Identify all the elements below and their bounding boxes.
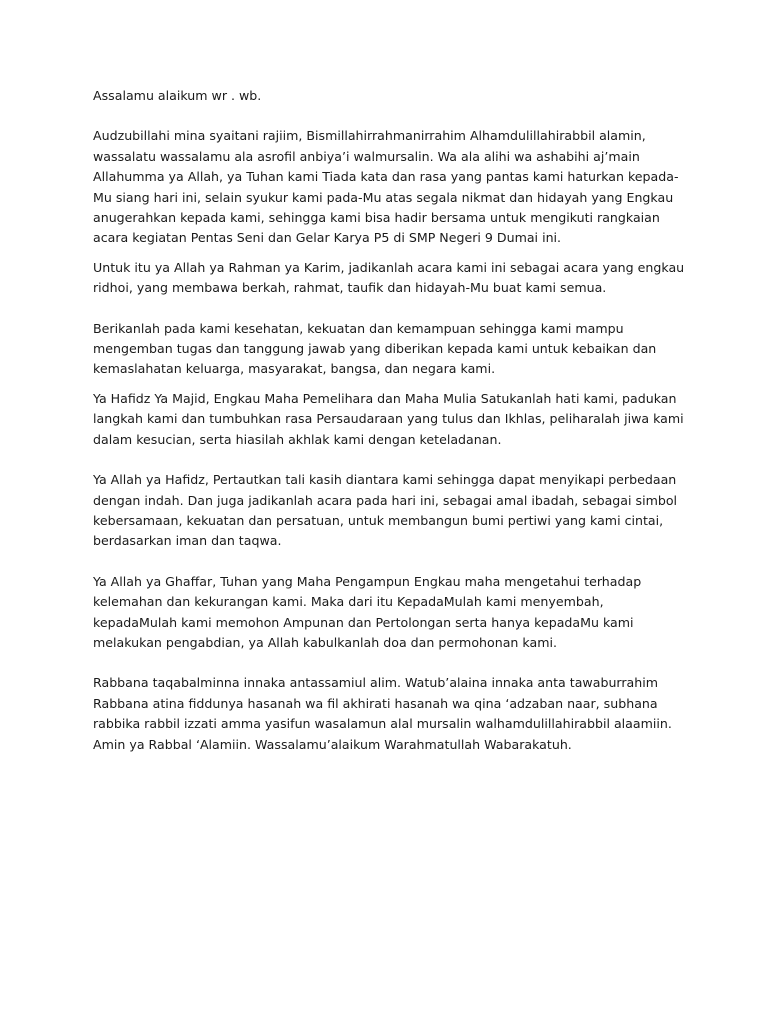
text-line: Rabbana atina fiddunya hasanah wa fil akhirati hasanah wa qina ‘adzaban naar, subhana (93, 695, 658, 711)
paragraph-spacer (93, 653, 675, 673)
text-line: dengan indah. Dan juga jadikanlah acara pada hari ini, sebagai amal ibadah, sebagai simbol (93, 492, 678, 508)
text-line: mengemban tugas dan tanggung jawab yang diberikan kepada kami untuk kebaikan dan (93, 341, 657, 357)
text-line: kepadaMulah kami memohon Ampunan dan Pertolongan serta hanya kepadaMu kami (93, 614, 634, 630)
text-line: kelemahan dan kekurangan kami. Maka dari itu KepadaMulah kami menyembah, (93, 594, 604, 610)
text-line: wassalatu wassalamu ala asrofil anbiya’i walmursalin. Wa ala alihi wa ashabihi aj’main (93, 148, 640, 164)
paragraph-hafidz (93, 470, 678, 552)
text-line: kemaslahatan keluarga, masyarakat, bangsa, dan negara kami. (93, 361, 496, 377)
text-line: kebersamaan, kekuatan dan persatuan, untuk membangun bumi pertiwi yang kami cintai, (93, 512, 664, 528)
text-line: Ya Allah ya Hafidz, Pertautkan tali kasih diantara kami sehingga dapat menyikapi perbedaan (93, 472, 677, 488)
text-line: Audzubillahi mina syaitani rajiim, Bismillahirrahmanirrahim Alhamdulillahirabbil alamin, (93, 128, 646, 144)
greeting-text (93, 86, 675, 106)
paragraph-closing (93, 673, 675, 755)
text-line: dalam kesucian, serta hiasilah akhlak kami dengan keteladanan. (93, 431, 502, 447)
paragraph-spacer (93, 249, 675, 258)
paragraph-kesehatan (93, 319, 675, 380)
paragraph-spacer (93, 552, 675, 572)
paragraph-spacer (93, 450, 675, 470)
text-line: Ya Allah ya Ghaffar, Tuhan yang Maha Pengampun Engkau maha mengetahui terhadap (93, 573, 642, 589)
text-line: Rabbana taqabalminna innaka antassamiul alim. Watub’alaina innaka anta tawaburrahim (93, 675, 659, 691)
text-line: Allahumma ya Allah, ya Tuhan kami Tiada kata dan rasa yang pantas kami haturkan kepada- (93, 169, 679, 185)
document-body (93, 86, 685, 755)
text-line: Untuk itu ya Allah ya Rahman ya Karim, jadikanlah acara kami ini sebagai acara yang engkau (93, 259, 685, 275)
text-line: anugerahkan kepada kami, sehingga kami bisa hadir bersama untuk mengikuti rangkaian (93, 210, 660, 226)
text-line: Ya Hafidz Ya Majid, Engkau Maha Pemelihara dan Maha Mulia Satukanlah hati kami, padukan (93, 390, 677, 406)
text-line: melakukan pengabdian, ya Allah kabulkanlah doa dan permohonan kami. (93, 634, 557, 650)
text-line: ridhoi, yang membawa berkah, rahmat, taufik dan hidayah-Mu buat kami semua. (93, 280, 607, 296)
text-line: Mu siang hari ini, selain syukur kami pada-Mu atas segala nikmat dan hidayah yang Engkau (93, 189, 674, 205)
paragraph-rahman (93, 258, 685, 299)
text-line: Berikanlah pada kami kesehatan, kekuatan dan kemampuan sehingga kami mampu (93, 320, 624, 336)
text-line: langkah kami dan tumbuhkan rasa Persaudaraan yang tulus dan Ikhlas, peliharalah jiwa kami (93, 411, 684, 427)
text-line: Amin ya Rabbal ‘Alamiin. Wassalamu’alaikum Warahmatullah Wabarakatuh. (93, 736, 572, 752)
paragraph-spacer (93, 299, 675, 319)
text-line: berdasarkan iman dan taqwa. (93, 533, 282, 549)
text-line: rabbika rabbil izzati amma yasifun wasalamun alal mursalin walhamdulillahirabbil alaamiin. (93, 716, 672, 732)
paragraph-hafidz-majid (93, 389, 684, 450)
paragraph-opening (93, 126, 679, 248)
paragraph-spacer (93, 106, 675, 126)
text-line: acara kegiatan Pentas Seni dan Gelar Karya P5 di SMP Negeri 9 Dumai ini. (93, 230, 562, 246)
text-line: Assalamu alaikum wr . wb. (93, 88, 262, 103)
paragraph-ghaffar (93, 572, 675, 654)
paragraph-spacer (93, 380, 675, 389)
